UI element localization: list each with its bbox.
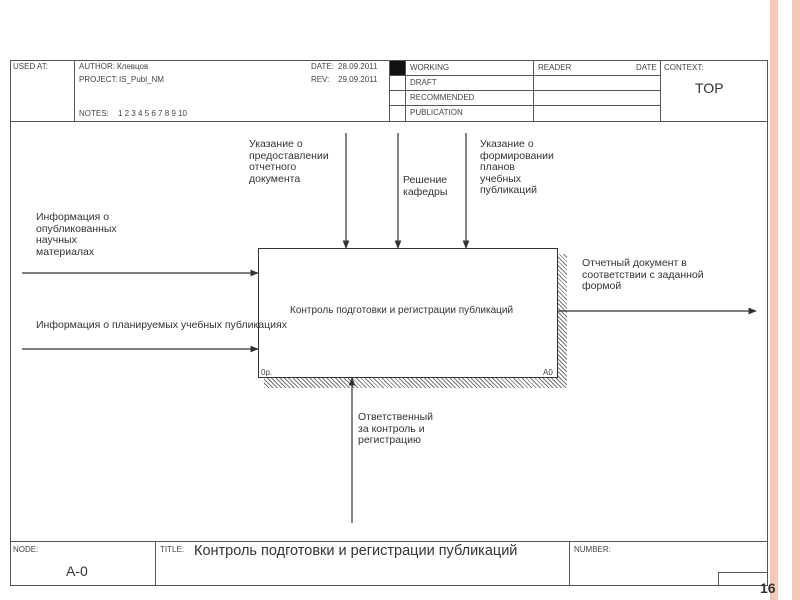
rev-label: REV: [311, 75, 330, 84]
status-recommended: RECOMMENDED [410, 93, 475, 102]
control-label-department-decision: Решение кафедры [403, 174, 448, 198]
notes-label: NOTES: [79, 109, 109, 118]
context-value: TOP [695, 80, 724, 96]
function-box-cost: 0р. [261, 368, 273, 377]
status-publication: PUBLICATION [410, 108, 463, 117]
author-value: Клевцов [117, 62, 149, 71]
function-box-title: Контроль подготовки и регистрации публикаций [290, 305, 514, 316]
reader-label: READER [538, 63, 572, 72]
output-label-report-document: Отчетный документ в соответствии с заданной формой [582, 257, 704, 292]
notes-value: 1 2 3 4 5 6 7 8 9 10 [118, 109, 187, 118]
date-value: 28.09.2011 [338, 62, 378, 71]
footer-title-value: Контроль подготовки и регистрации публикаций [194, 543, 518, 559]
number-label: NUMBER: [574, 545, 611, 554]
mechanism-label-responsible: Ответственный за контроль и регистрацию [358, 411, 433, 446]
status-working: WORKING [410, 63, 450, 72]
project-label: PROJECT: [79, 75, 118, 84]
reader-date-label: DATE [636, 63, 657, 72]
control-label-report-instruction: Указание о предоставлении отчетного документа [249, 138, 329, 185]
rev-value: 29.09.2011 [338, 75, 378, 84]
function-box-node: A0 [543, 368, 553, 377]
input-label-published-materials: Информация о опубликованных научных материалах [36, 211, 117, 258]
footer-divider [155, 541, 156, 586]
footer-divider [569, 541, 570, 586]
input-label-planned-publications: Информация о планируемых учебных публикациях [36, 319, 287, 331]
used-at-label: USED AT: [13, 62, 48, 71]
node-value: A-0 [66, 563, 88, 579]
date-label: DATE: [311, 62, 334, 71]
control-label-plans-instruction: Указание о формировании планов учебных публикаций [480, 138, 554, 196]
footer-top-divider [10, 541, 768, 542]
status-draft: DRAFT [410, 78, 437, 87]
project-value: IS_Publ_NM [119, 75, 164, 84]
title-label: TITLE: [160, 545, 185, 554]
node-label: NODE: [13, 545, 39, 554]
context-label: CONTEXT: [664, 63, 704, 72]
author-label: AUTHOR: [79, 62, 115, 71]
page-number: 16 [760, 580, 776, 596]
